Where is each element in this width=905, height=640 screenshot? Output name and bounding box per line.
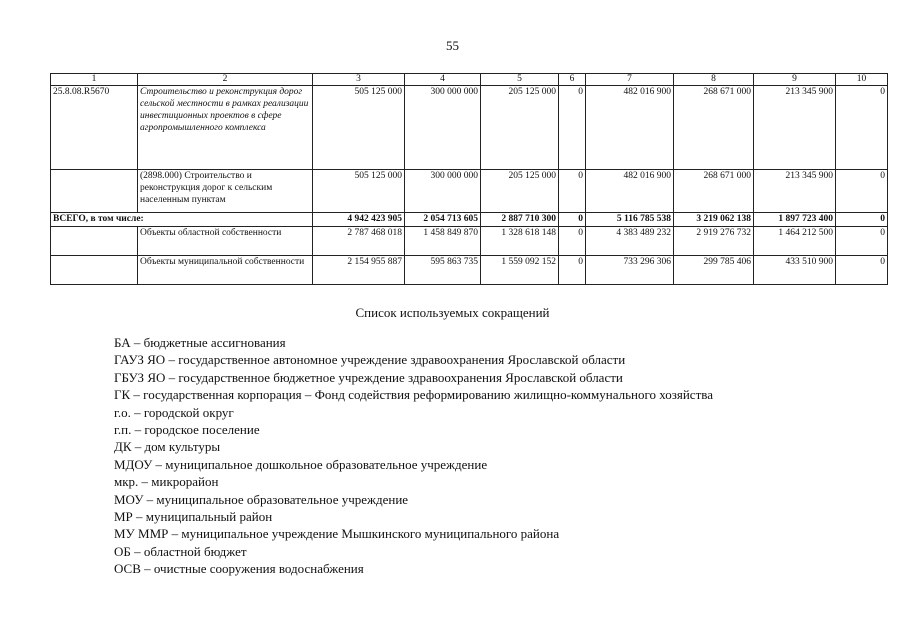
cell-value: 268 671 000	[674, 170, 754, 213]
page-number: 55	[446, 38, 459, 53]
cell-value: 1 559 092 152	[481, 256, 559, 285]
list-item: ГАУЗ ЯО – государственное автономное учреждение здравоохранения Ярославской области	[114, 352, 626, 368]
table-header-row	[51, 74, 888, 86]
row-name: Объекты областной собственности	[138, 227, 313, 256]
abbreviations-title: Список используемых сокращений	[355, 305, 550, 320]
table-row	[51, 227, 888, 256]
total-label: ВСЕГО, в том числе:	[51, 213, 313, 227]
row-name: Объекты муниципальной собственности	[138, 256, 313, 285]
row-name: (2898.000) Строительство и реконструкция дорог к сельским населенным пунктам	[138, 170, 313, 213]
cell-value: 299 785 406	[674, 256, 754, 285]
cell-value: 2 154 955 887	[313, 256, 405, 285]
cell-value: 0	[559, 170, 586, 213]
cell-value: 2 787 468 018	[313, 227, 405, 256]
cell-value: 0	[836, 86, 888, 170]
column-header: 2	[138, 74, 313, 86]
cell-value: 595 863 735	[405, 256, 481, 285]
cell-value: 4 383 489 232	[586, 227, 674, 256]
cell-value: 2 887 710 300	[481, 213, 559, 227]
column-header: 8	[674, 74, 754, 86]
cell-value: 482 016 900	[586, 170, 674, 213]
column-header: 3	[313, 74, 405, 86]
cell-value: 0	[836, 227, 888, 256]
list-item: МОУ – муниципальное образовательное учреждение	[114, 491, 409, 507]
cell-value: 1 328 618 148	[481, 227, 559, 256]
column-header: 5	[481, 74, 559, 86]
list-item: МУ ММР – муниципальное учреждение Мышкинского муниципального района	[114, 526, 560, 542]
cell-value: 505 125 000	[313, 86, 405, 170]
cell-value: 433 510 900	[754, 256, 836, 285]
cell-value: 482 016 900	[586, 86, 674, 170]
row-code: 25.8.08.R5670	[51, 86, 138, 170]
list-item: г.п. – городское поселение	[114, 422, 260, 438]
column-header: 9	[754, 74, 836, 86]
row-code	[51, 256, 138, 285]
list-item: ГК – государственная корпорация – Фонд содействия реформированию жилищно-коммунального хозяйства	[114, 387, 713, 403]
column-header: 6	[559, 74, 586, 86]
cell-value: 3 219 062 138	[674, 213, 754, 227]
table-row-total	[51, 213, 888, 227]
cell-value: 205 125 000	[481, 170, 559, 213]
cell-value: 0	[559, 227, 586, 256]
cell-value: 0	[836, 213, 888, 227]
table-row	[51, 256, 888, 285]
cell-value: 2 054 713 605	[405, 213, 481, 227]
column-header: 10	[836, 74, 888, 86]
budget-table	[50, 73, 888, 285]
cell-value: 300 000 000	[405, 86, 481, 170]
cell-value: 4 942 423 905	[313, 213, 405, 227]
cell-value: 5 116 785 538	[586, 213, 674, 227]
table-row	[51, 86, 888, 170]
table-row	[51, 170, 888, 213]
cell-value: 505 125 000	[313, 170, 405, 213]
row-code	[51, 227, 138, 256]
cell-value: 268 671 000	[674, 86, 754, 170]
row-code	[51, 170, 138, 213]
cell-value: 0	[559, 213, 586, 227]
row-name: Строительство и реконструкция дорог сельской местности в рамках реализации инвестиционных проектов в сфере агропромышленного комплекса	[138, 86, 313, 170]
cell-value: 2 919 276 732	[674, 227, 754, 256]
cell-value: 1 897 723 400	[754, 213, 836, 227]
list-item: ГБУЗ ЯО – государственное бюджетное учреждение здравоохранения Ярославской области	[114, 369, 623, 385]
cell-value: 0	[559, 256, 586, 285]
list-item: ОБ – областной бюджет	[114, 543, 247, 559]
cell-value: 0	[836, 170, 888, 213]
column-header: 4	[405, 74, 481, 86]
list-item: БА – бюджетные ассигнования	[114, 335, 286, 350]
cell-value: 1 458 849 870	[405, 227, 481, 256]
abbreviations-list	[114, 334, 713, 578]
cell-value: 0	[559, 86, 586, 170]
list-item: ДК – дом культуры	[114, 439, 221, 455]
cell-value: 0	[836, 256, 888, 285]
cell-value: 300 000 000	[405, 170, 481, 213]
column-header: 1	[51, 74, 138, 86]
cell-value: 1 464 212 500	[754, 227, 836, 256]
cell-value: 733 296 306	[586, 256, 674, 285]
list-item: мкр. – микрорайон	[114, 474, 219, 490]
cell-value: 213 345 900	[754, 86, 836, 170]
list-item: ОСВ – очистные сооружения водоснабжения	[114, 561, 364, 577]
column-header: 7	[586, 74, 674, 86]
list-item: МДОУ – муниципальное дошкольное образовательное учреждение	[114, 456, 488, 472]
cell-value: 213 345 900	[754, 170, 836, 213]
list-item: МР – муниципальный район	[114, 509, 273, 525]
cell-value: 205 125 000	[481, 86, 559, 170]
list-item: г.о. – городской округ	[114, 404, 234, 420]
